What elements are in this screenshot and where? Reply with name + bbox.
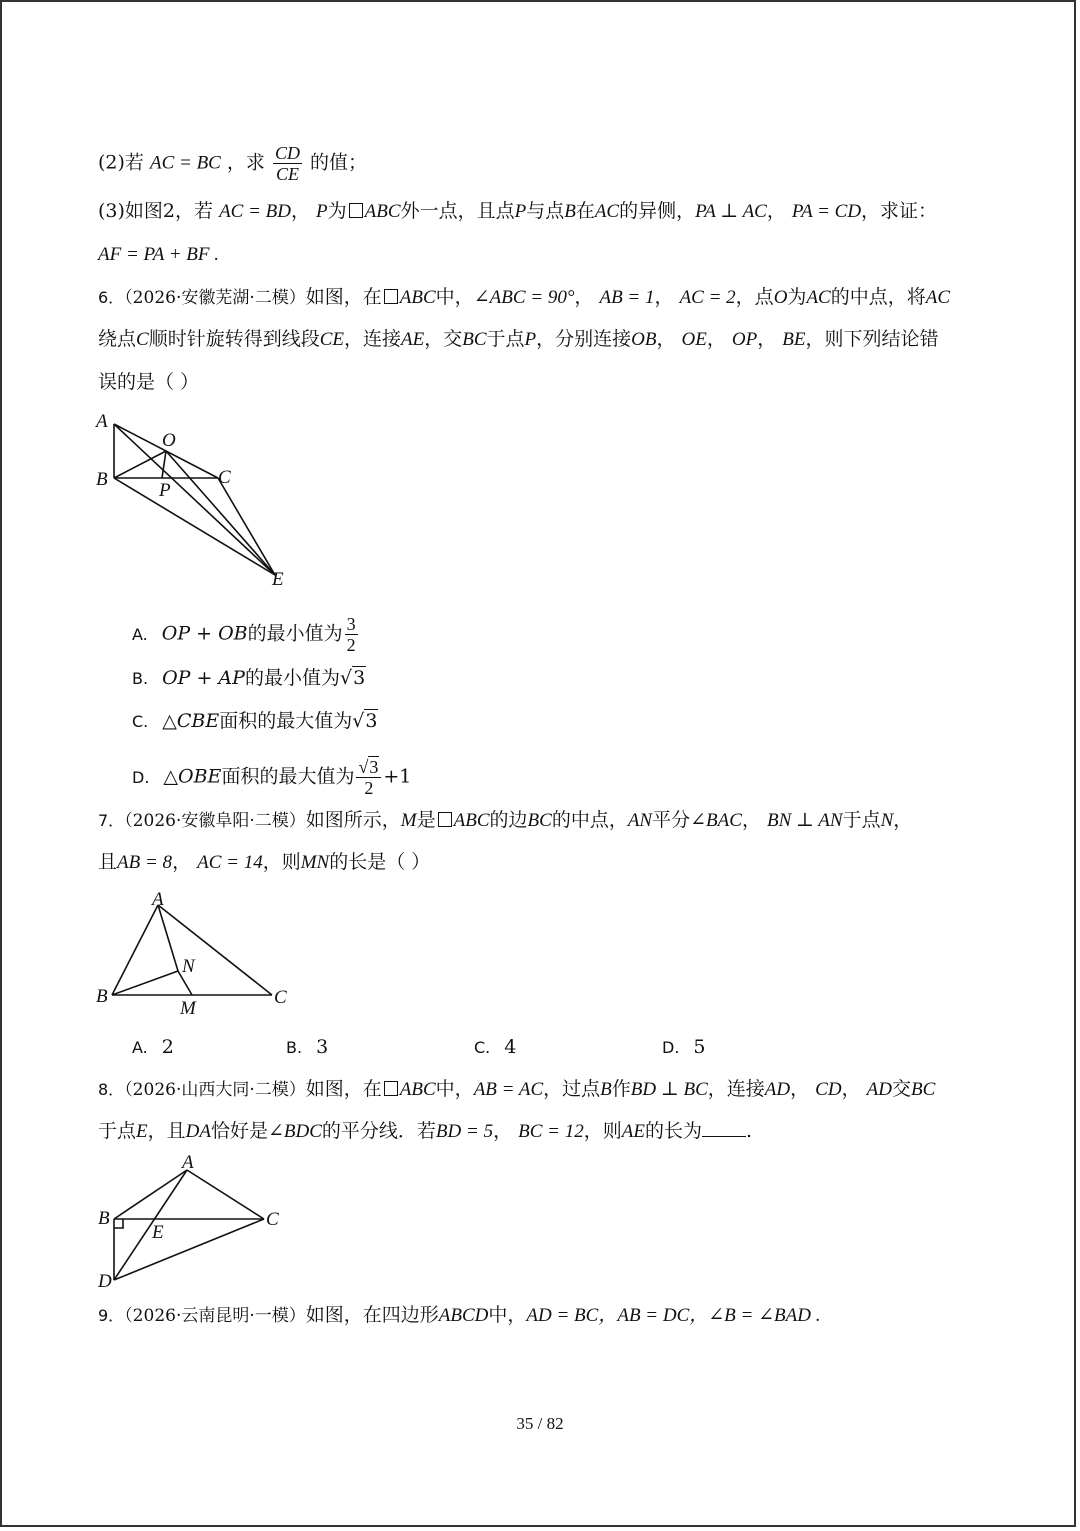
var: B — [564, 201, 576, 222]
label-a: A — [182, 1152, 194, 1173]
expr: △CBE — [162, 710, 220, 732]
option-label: C. — [132, 712, 149, 731]
text: 为 — [327, 200, 347, 222]
option-label: A. — [132, 1038, 148, 1057]
fraction — [356, 757, 381, 798]
var: CD — [815, 1079, 842, 1100]
q7-option-b[interactable] — [286, 1034, 328, 1061]
fraction — [345, 614, 358, 655]
var: ∠BAC — [690, 810, 742, 831]
text: 的最小值为 — [247, 622, 343, 645]
label-p: P — [159, 480, 171, 501]
text: 的中点， — [551, 809, 628, 831]
var: BE — [782, 329, 806, 350]
sqrt-3: √3 — [339, 667, 366, 689]
text: ，则 — [583, 1120, 622, 1142]
question-source: （2026·山西大同·二模） — [124, 1080, 306, 1100]
var: AE — [401, 329, 425, 350]
equation: BN ⊥ AN — [766, 810, 843, 831]
fraction-numerator: CD — [274, 143, 300, 163]
text: ，过点 — [543, 1078, 601, 1100]
fraction-denominator: 2 — [346, 635, 356, 655]
segment-cd — [114, 1219, 264, 1280]
text: 交 — [891, 1078, 911, 1100]
text: ，连接 — [344, 328, 402, 350]
text: 恰好是 — [210, 1120, 268, 1142]
option-label: B. — [286, 1038, 303, 1057]
radicand: 3 — [353, 667, 366, 689]
equation: AF = PA + BF . — [98, 244, 219, 265]
option-value: 4 — [504, 1036, 517, 1058]
q8-figure — [90, 1150, 300, 1290]
var: MN — [300, 852, 330, 873]
fraction-denominator: CE — [275, 164, 299, 184]
text: 的异侧， — [619, 200, 696, 222]
text: 如图所示， — [305, 809, 401, 831]
var: ABC — [453, 810, 490, 831]
var: O — [773, 287, 788, 308]
var: ABC — [364, 201, 401, 222]
var: AD — [764, 1079, 791, 1100]
q6-option-a[interactable] — [132, 614, 360, 655]
fraction-numerator: √3 — [356, 757, 381, 778]
q5-part3-line: (3)如图2，若 AC = BD， P为 ABC外一点，且点P与点B在AC的异侧，PA ⊥ AC， PA = CD，求证： — [98, 200, 938, 222]
text: 中， — [435, 1078, 474, 1100]
var: AC — [925, 287, 951, 308]
question-number: 8． — [98, 1080, 125, 1099]
segment-ad — [114, 1170, 187, 1280]
label-b: B — [98, 1208, 110, 1229]
var: E — [136, 1121, 148, 1142]
label-o: O — [162, 430, 176, 451]
var: AC — [806, 287, 831, 308]
equation: AC = 14 — [197, 852, 263, 873]
var: AD — [866, 1079, 892, 1100]
equation: AD = BC，AB = DC，∠B = ∠BAD . — [526, 1305, 821, 1326]
q8-line2: 于点E，且DA恰好是∠BDC的平分线．若BD = 5， BC = 12，则AE的长为 . — [98, 1120, 753, 1142]
segment-ce — [218, 478, 275, 575]
q7-option-c[interactable] — [474, 1034, 516, 1061]
radicand: 3 — [365, 710, 378, 732]
triangle-symbol-box — [384, 289, 398, 304]
var: OB — [631, 329, 657, 350]
var: AN — [627, 810, 653, 831]
equation: PA ⊥ AC — [695, 201, 767, 222]
radicand: 3 — [369, 757, 379, 777]
text: ，求 — [226, 151, 265, 174]
text: 的最小值为 — [244, 667, 340, 689]
text: 的长是（ ） — [329, 851, 431, 873]
equation: BD = 5 — [435, 1121, 494, 1142]
label-c: C — [266, 1209, 279, 1230]
question-source: （2026·安徽阜阳·二模） — [124, 811, 306, 831]
label-c: C — [274, 987, 287, 1008]
text: ，则 — [262, 851, 301, 873]
text: ，求证： — [861, 200, 938, 222]
text: ，且 — [147, 1120, 186, 1142]
text: 与点 — [526, 200, 565, 222]
var: AC — [594, 201, 620, 222]
var: DA — [185, 1121, 211, 1142]
right-angle-mark — [114, 1219, 123, 1228]
var: B — [600, 1079, 612, 1100]
question-number: 9． — [98, 1306, 125, 1325]
text: 如图，在 — [305, 1078, 382, 1100]
var: BC — [527, 810, 552, 831]
expr: △OBE — [163, 765, 222, 788]
q6-option-d[interactable] — [132, 757, 411, 798]
q5-conclusion-line — [98, 241, 219, 268]
option-label: C. — [474, 1038, 491, 1057]
expr-tail: +1 — [383, 765, 412, 788]
answer-blank[interactable] — [702, 1136, 746, 1137]
q7-figure — [90, 885, 310, 1020]
text: 是 — [416, 809, 436, 831]
segment-ac — [158, 905, 272, 995]
q9-line1 — [98, 1302, 820, 1329]
text: 且 — [98, 851, 118, 873]
q6-option-b[interactable] — [132, 665, 366, 692]
var: ABCD — [438, 1305, 489, 1326]
text: (2)若 — [98, 151, 144, 174]
text: 的平分线．若 — [321, 1120, 436, 1142]
fraction-cd-ce — [273, 143, 302, 184]
fraction-denominator: 2 — [364, 778, 374, 798]
equation: AB = 8 — [117, 852, 173, 873]
var: P — [514, 201, 527, 222]
text: 于点 — [486, 328, 525, 350]
text: 如图，在 — [305, 286, 382, 308]
option-value: 5 — [693, 1036, 706, 1058]
text: (3)如图2，若 — [98, 200, 214, 222]
equation: BD ⊥ BC — [630, 1079, 708, 1100]
text: 于点 — [98, 1120, 137, 1142]
var: N — [880, 810, 894, 831]
text: 作 — [611, 1078, 631, 1100]
var: AE — [621, 1121, 645, 1142]
q7-line1: 7．（2026·安徽阜阳·二模）如图所示，M是 ABC的边BC的中点，AN平分∠BAC， BN ⊥ AN于点N， — [98, 809, 913, 831]
label-m: M — [180, 998, 196, 1019]
text: 于点 — [842, 809, 881, 831]
text: 的值； — [310, 151, 368, 174]
text: ，交 — [424, 328, 463, 350]
var: ABC — [399, 1079, 436, 1100]
text: 中， — [435, 286, 474, 308]
equation: AB = 1 — [599, 287, 655, 308]
equation: AC = 2 — [679, 287, 736, 308]
text: ，则下列结论错 — [805, 328, 939, 350]
q6-line1: 6．（2026·安徽芜湖·二模）如图，在 ABC中，∠ABC = 90°， AB = 1， AC = 2，点O为AC的中点，将AC — [98, 286, 951, 308]
text: 外一点，且点 — [400, 200, 515, 222]
text: 顺时针旋转得到线段 — [148, 328, 320, 350]
text: 面积的最大值为 — [219, 710, 353, 732]
text: ，连接 — [707, 1078, 765, 1100]
triangle-symbol-box — [384, 1081, 398, 1096]
text: ，点 — [735, 286, 774, 308]
label-c: C — [218, 467, 231, 488]
var: BC — [910, 1079, 936, 1100]
label-a: A — [152, 889, 164, 910]
var: CE — [319, 329, 344, 350]
text: 面积的最大值为 — [221, 765, 355, 788]
var: OP — [731, 329, 758, 350]
text: 的中点，将 — [830, 286, 926, 308]
q7-option-d[interactable] — [662, 1034, 706, 1061]
option-value: 2 — [161, 1036, 174, 1058]
q7-option-a[interactable] — [132, 1034, 174, 1061]
q8-line1: 8．（2026·山西大同·二模）如图，在 ABC中，AB = AC，过点B作BD ⊥ BC，连接AD， CD， AD交BC — [98, 1078, 936, 1100]
label-d: D — [98, 1271, 112, 1290]
segment-ab — [114, 1170, 187, 1219]
sqrt-3: √3 — [352, 710, 378, 732]
text: 为 — [787, 286, 807, 308]
text: 中， — [488, 1304, 527, 1326]
segment-ac — [187, 1170, 264, 1219]
equation: AC = BD — [219, 201, 291, 222]
triangle-symbol-box — [438, 812, 452, 827]
q6-figure — [90, 405, 310, 590]
label-n: N — [182, 956, 195, 977]
label-e: E — [272, 569, 284, 590]
var: M — [400, 810, 417, 831]
text: ，分别连接 — [536, 328, 632, 350]
var: P — [524, 329, 537, 350]
segment-an — [158, 905, 178, 971]
option-label: D. — [132, 767, 150, 787]
segment-ae — [114, 424, 275, 575]
equation: BC = 12 — [518, 1121, 584, 1142]
equation: ∠ABC = 90° — [473, 287, 575, 308]
option-label: B. — [132, 669, 149, 688]
text: 在 — [575, 200, 595, 222]
q5-part2-line — [98, 143, 367, 184]
question-source: （2026·云南昆明·一模） — [124, 1306, 306, 1326]
option-label: D. — [662, 1038, 680, 1057]
expr: OP + OB — [161, 622, 248, 645]
var: P — [316, 201, 328, 222]
question-source: （2026·安徽芜湖·二模） — [124, 288, 306, 308]
label-a: A — [96, 411, 108, 432]
label-b: B — [96, 986, 108, 1007]
label-e: E — [152, 1222, 164, 1243]
equation: AC = BC — [149, 152, 221, 174]
q6-line2: 绕点C顺时针旋转得到线段CE，连接AE，交BC于点P，分别连接OB， OE， OP， BE，则下列结论错 — [98, 328, 939, 350]
q6-option-c[interactable] — [132, 708, 378, 735]
var: ∠BDC — [267, 1121, 322, 1142]
text: 绕点 — [98, 328, 137, 350]
q7-line2: 且AB = 8， AC = 14，则MN的长是（ ） — [98, 851, 431, 873]
fraction-numerator: 3 — [346, 614, 356, 634]
var: ABC — [399, 287, 436, 308]
option-label: A. — [132, 624, 148, 644]
question-number: 7． — [98, 811, 125, 830]
expr: OP + AP — [162, 667, 245, 689]
equation: PA = CD — [791, 201, 862, 222]
text: 如图，在四边形 — [305, 1304, 439, 1326]
var: C — [136, 329, 149, 350]
label-b: B — [96, 469, 108, 490]
text: 的长为 — [644, 1120, 702, 1142]
segment-op — [162, 451, 166, 478]
var: BC — [462, 329, 487, 350]
page-number: 35 / 82 — [516, 1414, 564, 1433]
question-number: 6． — [98, 288, 125, 307]
q6-line3 — [98, 369, 199, 395]
equation: AB = AC — [473, 1079, 544, 1100]
triangle-symbol-box — [349, 203, 363, 218]
text: 平分 — [652, 809, 691, 831]
var: OE — [681, 329, 707, 350]
segment-be — [114, 478, 275, 575]
option-value: 3 — [316, 1036, 329, 1058]
text: 的边 — [489, 809, 528, 831]
text: 误的是（ ） — [98, 371, 200, 393]
